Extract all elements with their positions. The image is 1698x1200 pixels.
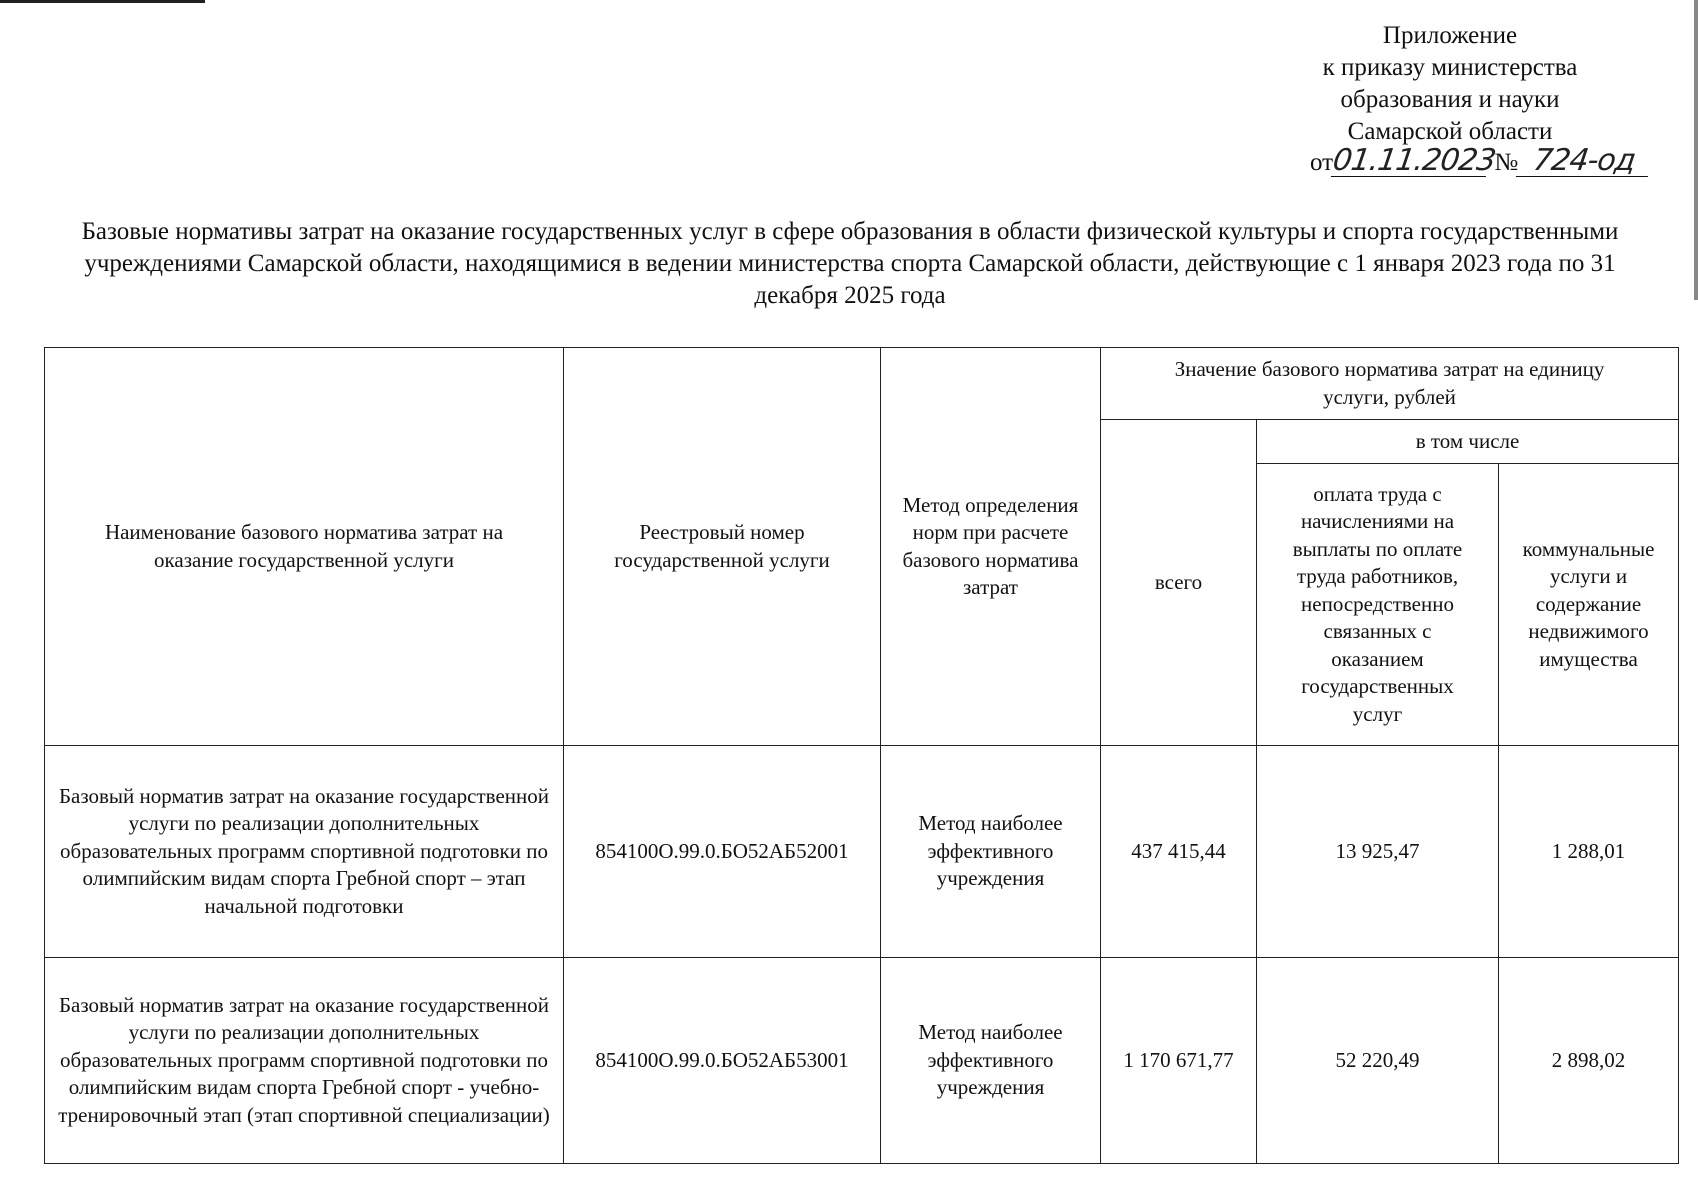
order-prefix: от (1310, 149, 1334, 176)
header-name: Наименование базового норматива затрат на оказание государственной услуги (45, 348, 564, 746)
norms-table (44, 347, 1679, 1164)
row-registry: 854100О.99.0.БО52АБ52001 (564, 746, 881, 958)
header-row-1 (45, 348, 1679, 420)
row-salary: 52 220,49 (1257, 958, 1499, 1164)
header-registry: Реестровый номер государственной услуги (564, 348, 881, 746)
annex-line-4: Самарской области (1347, 118, 1553, 145)
table-row (45, 746, 1679, 958)
header-including: в том числе (1257, 420, 1679, 464)
row-name: Базовый норматив затрат на оказание государственной услуги по реализации дополнительных образовательных программ спортивной подготовки по олимпийским видам спорта Гребной спорт – этап начальной подготовки (45, 746, 564, 958)
row-utilities: 1 288,01 (1499, 746, 1679, 958)
order-number: 724-од (1516, 146, 1652, 177)
row-salary: 13 925,47 (1257, 746, 1499, 958)
order-reference (1310, 143, 1650, 178)
row-total: 1 170 671,77 (1101, 958, 1257, 1164)
scan-edge (1694, 0, 1698, 300)
row-method: Метод наиболее эффективного учреждения (881, 746, 1101, 958)
header-total: всего (1101, 420, 1257, 746)
annex-line-1: Приложение (1382, 22, 1518, 49)
row-total: 437 415,44 (1101, 746, 1257, 958)
document-title: Базовые нормативы затрат на оказание государственных услуг в сфере образования в области физической культуры и спорта государственными учреждениями Самарской области, находящимися в ведении министерства спорта Самарской области, действующие с 1 января 2023 года по 31 декабря 2025 года (81, 218, 1619, 309)
table-row (45, 958, 1679, 1164)
row-utilities: 2 898,02 (1499, 958, 1679, 1164)
top-rule (0, 0, 205, 3)
order-date: 01.11.2023 (1330, 143, 1498, 178)
row-registry: 854100О.99.0.БО52АБ53001 (564, 958, 881, 1164)
header-utilities: коммунальные услуги и содержание недвижимого имущества (1499, 464, 1679, 746)
row-name: Базовый норматив затрат на оказание государственной услуги по реализации дополнительных образовательных программ спортивной подготовки по олимпийским видам спорта Гребной спорт - учебно-тренировочный этап (этап спортивной специализации) (45, 958, 564, 1164)
annex-line-2: к приказу министерства (1322, 54, 1578, 81)
header-method: Метод определения норм при расчете базового норматива затрат (881, 348, 1101, 746)
header-value-group: Значение базового норматива затрат на единицу услуги, рублей (1101, 348, 1679, 420)
annex-line-3: образования и науки (1340, 86, 1560, 113)
row-method: Метод наиболее эффективного учреждения (881, 958, 1101, 1164)
order-number-sign: № (1494, 149, 1519, 176)
header-salary: оплата труда с начислениями на выплаты по оплате труда работников, непосредственно связанных с оказанием государственных услуг (1257, 464, 1499, 746)
annex-block (1280, 20, 1620, 148)
